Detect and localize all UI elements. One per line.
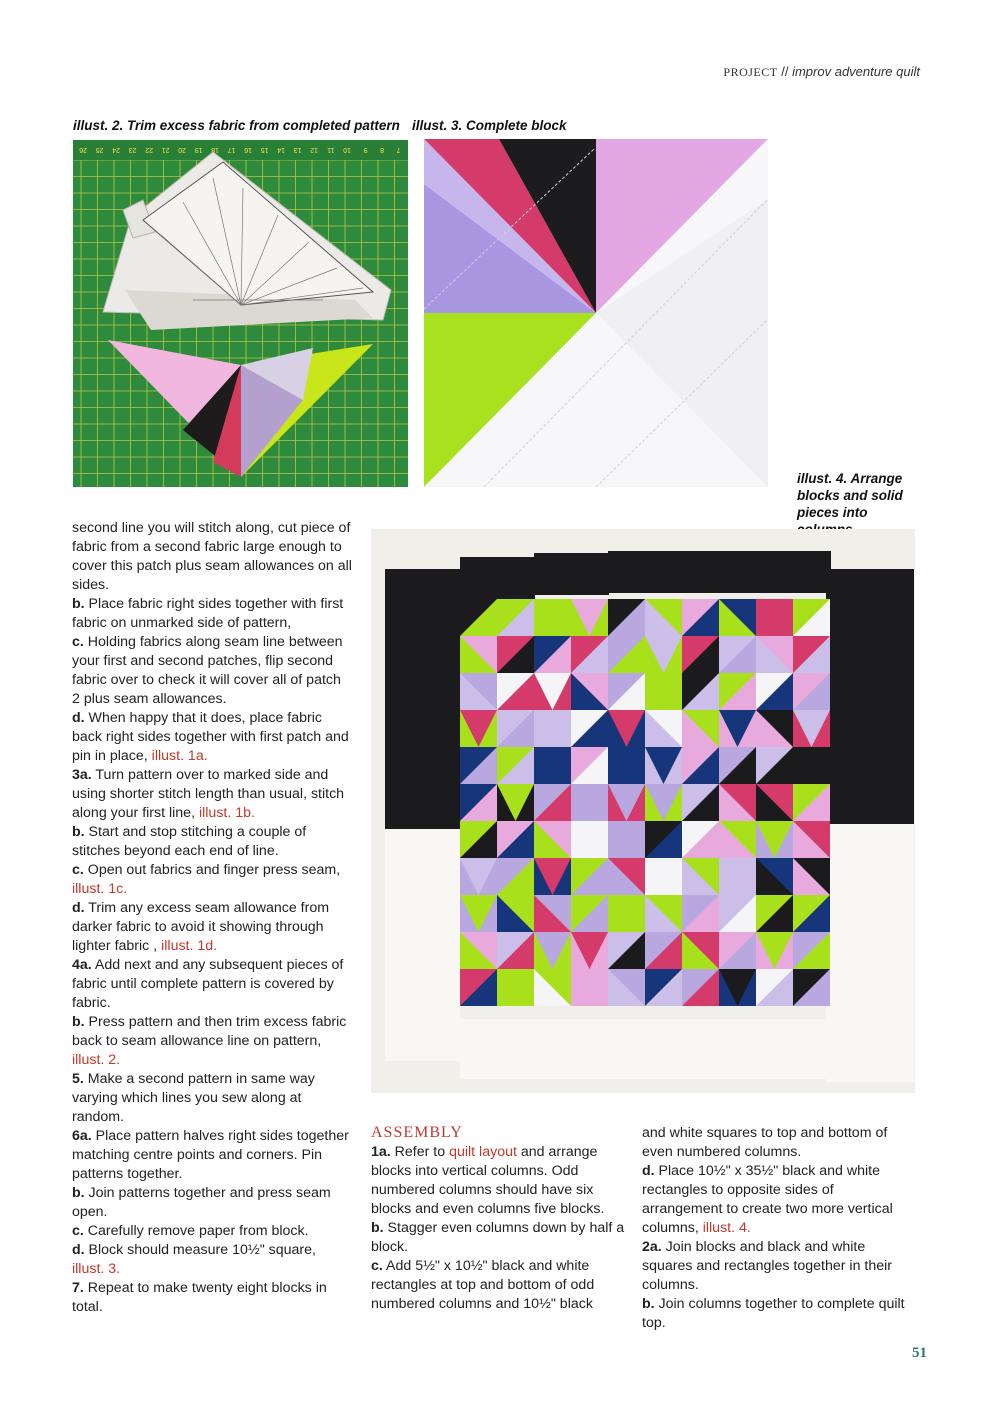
step-text: and white squares to top and bottom of even numbered columns. bbox=[642, 1125, 888, 1160]
quilt-block-square bbox=[682, 673, 719, 710]
quilt-block-square bbox=[534, 969, 571, 1006]
quilt-block-square bbox=[534, 932, 571, 969]
quilt-block-square bbox=[645, 636, 682, 673]
quilt-block-square bbox=[571, 673, 608, 710]
quilt-block-square bbox=[497, 599, 534, 636]
quilt-block-square bbox=[793, 710, 830, 747]
quilt-block-square bbox=[645, 895, 682, 932]
quilt-block-square bbox=[756, 673, 793, 710]
quilt-block-square bbox=[460, 969, 497, 1006]
step-text: second line you will stitch along, cut piece of fabric from a second fabric large enough to cover this patch plus seam allowances on all sides. bbox=[72, 520, 352, 593]
caption-illust-3: illust. 3. Complete block bbox=[412, 118, 567, 133]
quilt-block-square bbox=[497, 858, 534, 895]
instruction-step bbox=[371, 1143, 629, 1219]
caption-illust-4: illust. 4. Arrange blocks and solid pieces into bbox=[797, 471, 903, 520]
column-3-text bbox=[642, 1124, 917, 1333]
quilt-block-square bbox=[608, 673, 645, 710]
instruction-step bbox=[72, 1184, 352, 1222]
complete-block-image bbox=[424, 139, 768, 487]
quilt-block-square bbox=[460, 821, 497, 858]
ruler-number: 12 bbox=[310, 146, 318, 153]
ruler-number: 10 bbox=[343, 146, 351, 153]
step-number: d. bbox=[642, 1163, 655, 1179]
quilt-block-square bbox=[682, 821, 719, 858]
quilt-block-square bbox=[608, 784, 645, 821]
ruler-number: 14 bbox=[277, 146, 285, 153]
quilt-block-square bbox=[534, 636, 571, 673]
quilt-block-square bbox=[571, 636, 608, 673]
quilt-block-square bbox=[719, 710, 756, 747]
instruction-step bbox=[72, 861, 352, 899]
step-text: Place fabric right sides together with first fabric on unmarked side of pattern, bbox=[72, 596, 344, 631]
quilt-block-square bbox=[645, 747, 682, 784]
column-white-end bbox=[756, 1019, 831, 1079]
step-number: 6a. bbox=[72, 1128, 92, 1144]
step-text: Join columns together to complete quilt top. bbox=[642, 1296, 905, 1331]
quilt-block-square bbox=[571, 969, 608, 1006]
quilt-block-square bbox=[756, 858, 793, 895]
running-header bbox=[723, 64, 920, 80]
quilt-block-square bbox=[608, 710, 645, 747]
step-number: c. bbox=[72, 862, 84, 878]
quilt-block-square bbox=[571, 932, 608, 969]
step-number: c. bbox=[371, 1258, 383, 1274]
quilt-block-square bbox=[534, 821, 571, 858]
quilt-block-square bbox=[497, 969, 534, 1006]
step-text: Block should measure 10½" square, bbox=[84, 1242, 316, 1258]
quilt-block-square bbox=[719, 636, 756, 673]
quilt-block-square bbox=[682, 747, 719, 784]
quilt-block-square bbox=[460, 858, 497, 895]
quilt-block-square bbox=[793, 858, 830, 895]
quilt-block-square bbox=[682, 932, 719, 969]
quilt-block-square bbox=[719, 895, 756, 932]
quilt-block-square bbox=[534, 710, 571, 747]
quilt-block-square bbox=[497, 747, 534, 784]
step-text: Join blocks and black and white squares and rectangles together in their columns. bbox=[642, 1239, 893, 1293]
quilt-block-square bbox=[571, 599, 608, 636]
quilt-block-square bbox=[719, 821, 756, 858]
step-number: b. bbox=[371, 1220, 384, 1236]
quilt-block-square bbox=[571, 747, 608, 784]
column-black-end bbox=[756, 551, 831, 593]
quilt-block-square bbox=[719, 599, 756, 636]
instruction-step bbox=[72, 766, 352, 823]
column-black-end bbox=[682, 551, 757, 593]
side-white-strip bbox=[385, 829, 460, 1061]
step-text: Make a second pattern in same way varying which lines you sew along at random. bbox=[72, 1071, 315, 1125]
step-text-continued: and arrange blocks into vertical columns. Odd numbered columns should have six blocks and even columns five blocks. bbox=[371, 1144, 605, 1217]
ruler-number: 13 bbox=[293, 146, 302, 153]
illustration-reference[interactable]: illust. 1a. bbox=[151, 748, 208, 764]
quilt-block-square bbox=[682, 784, 719, 821]
quilt-block-square bbox=[756, 784, 793, 821]
step-number: 2a. bbox=[642, 1239, 662, 1255]
step-text: Trim any excess seam allowance from darker fabric to avoid it showing through lighter fabric , bbox=[72, 900, 330, 954]
illustration-reference[interactable]: illust. 1c. bbox=[72, 881, 128, 897]
instruction-step bbox=[72, 709, 352, 766]
instruction-step bbox=[72, 1013, 352, 1070]
quilt-block-square bbox=[793, 784, 830, 821]
step-text: When happy that it does, place fabric back right sides together with first patch and pin in place, bbox=[72, 710, 349, 764]
step-text: Add next and any subsequent pieces of fabric until complete pattern is covered by fabric. bbox=[72, 957, 344, 1011]
step-number: 1a. bbox=[371, 1144, 391, 1160]
column-white-end bbox=[608, 1019, 683, 1079]
quilt-block-square bbox=[719, 784, 756, 821]
quilt-block-square bbox=[608, 969, 645, 1006]
instruction-step bbox=[72, 1070, 352, 1127]
quilt-block-square bbox=[645, 673, 682, 710]
quilt-block-square bbox=[719, 673, 756, 710]
illustration-reference[interactable]: illust. 1d. bbox=[161, 938, 218, 954]
quilt-block-square bbox=[608, 858, 645, 895]
quilt-block-square bbox=[608, 747, 645, 784]
instruction-step bbox=[72, 519, 352, 595]
quilt-block-square bbox=[497, 784, 534, 821]
quilt-block-square bbox=[608, 895, 645, 932]
ruler-number: 9 bbox=[363, 146, 368, 153]
quilt-block-square bbox=[571, 784, 608, 821]
instruction-step bbox=[642, 1124, 917, 1162]
side-black-strip bbox=[385, 569, 460, 829]
quilt-block-square bbox=[756, 599, 793, 636]
quilt-block-square bbox=[460, 599, 497, 636]
quilt-block-square bbox=[645, 932, 682, 969]
step-text: Place pattern halves right sides together matching centre points and corners. Pin patterns together. bbox=[72, 1128, 349, 1182]
instruction-step bbox=[72, 1127, 352, 1184]
quilt-block-square bbox=[571, 858, 608, 895]
quilt-block-square bbox=[793, 932, 830, 969]
header-subtitle: improv adventure quilt bbox=[792, 64, 920, 79]
step-number: 3a. bbox=[72, 767, 92, 783]
quilt-block-square bbox=[608, 821, 645, 858]
step-text: Refer to bbox=[390, 1144, 450, 1160]
quilt-block-square bbox=[645, 858, 682, 895]
column-1-text bbox=[72, 519, 352, 1317]
ruler-number: 26 bbox=[79, 146, 87, 153]
step-text: Turn pattern over to marked side and using shorter stitch length than usual, stitch along your first line, bbox=[72, 767, 345, 821]
cutting-mat-image bbox=[73, 140, 408, 487]
step-number: b. bbox=[72, 1185, 85, 1201]
instruction-step bbox=[72, 633, 352, 709]
caption-illust-2: illust. 2. Trim excess fabric from completed pattern bbox=[73, 118, 400, 133]
ruler-number: 17 bbox=[227, 146, 236, 153]
step-number: b. bbox=[72, 596, 85, 612]
ruler-number: 8 bbox=[380, 146, 384, 153]
illustration-reference[interactable]: illust. 2. bbox=[72, 1052, 121, 1068]
quilt-block-square bbox=[756, 969, 793, 1006]
quilt-block-square bbox=[534, 895, 571, 932]
illustration-reference[interactable]: illust. 1b. bbox=[198, 805, 255, 821]
instruction-step bbox=[642, 1295, 917, 1333]
step-number: b. bbox=[72, 1014, 85, 1030]
step-text: Stagger even columns down by half a block. bbox=[371, 1220, 625, 1255]
quilt-block-square bbox=[793, 821, 830, 858]
instruction-step bbox=[72, 1241, 352, 1279]
step-text: Place 10½" x 35½" black and white rectangles to opposite sides of arrangement to create two more vertical columns, bbox=[642, 1163, 893, 1236]
ruler-number: 25 bbox=[95, 146, 104, 153]
quilt-block-square bbox=[756, 895, 793, 932]
step-text: Add 5½" x 10½" black and white rectangles at top and bottom of odd numbered columns and 10½" black bbox=[371, 1258, 595, 1312]
quilt-block-square bbox=[682, 599, 719, 636]
quilt-block-square bbox=[645, 599, 682, 636]
ruler-number: 15 bbox=[260, 146, 269, 153]
quilt-block-square bbox=[571, 821, 608, 858]
ruler-number: 7 bbox=[396, 146, 401, 153]
quilt-block-square bbox=[645, 784, 682, 821]
step-number: d. bbox=[72, 710, 85, 726]
quilt-block-square bbox=[460, 784, 497, 821]
column-2-text bbox=[371, 1143, 629, 1314]
quilt-block-square bbox=[793, 599, 830, 636]
quilt-block-square bbox=[682, 636, 719, 673]
step-text: Carefully remove paper from block. bbox=[83, 1223, 309, 1239]
quilt-block-square bbox=[497, 636, 534, 673]
quilt-block-square bbox=[497, 673, 534, 710]
quilt-block-square bbox=[534, 599, 571, 636]
quilt-block-square bbox=[793, 895, 830, 932]
quilt-block-square bbox=[682, 969, 719, 1006]
quilt-block-square bbox=[571, 710, 608, 747]
step-text: Holding fabrics along seam line between your first and second patches, flip second fabric over to check it will cover all of patch 2 plus seam allowances. bbox=[72, 634, 343, 707]
ruler-number: 22 bbox=[145, 146, 153, 153]
step-text: Join patterns together and press seam open. bbox=[72, 1185, 331, 1220]
quilt-block-square bbox=[682, 895, 719, 932]
assembly-heading: ASSEMBLY bbox=[371, 1124, 463, 1141]
quilt-block-square bbox=[460, 673, 497, 710]
quilt-block-square bbox=[497, 821, 534, 858]
quilt-block-square bbox=[534, 858, 571, 895]
instruction-step bbox=[371, 1219, 629, 1257]
illustration-reference[interactable]: illust. 4. bbox=[702, 1220, 751, 1236]
quilt-block-square bbox=[534, 747, 571, 784]
quilt-block-square bbox=[497, 895, 534, 932]
step-text: Press pattern and then trim excess fabric back to seam allowance line on pattern, bbox=[72, 1014, 347, 1049]
quilt-block-square bbox=[756, 710, 793, 747]
quilt-block-square bbox=[793, 636, 830, 673]
step-number: d. bbox=[72, 1242, 85, 1258]
instruction-step bbox=[642, 1162, 917, 1238]
ruler-number: 23 bbox=[128, 146, 137, 153]
page-number: 51 bbox=[912, 1345, 927, 1361]
ruler-number: 20 bbox=[178, 146, 186, 153]
ruler-number: 11 bbox=[327, 146, 335, 153]
instruction-step bbox=[72, 956, 352, 1013]
quilt-block-square bbox=[460, 932, 497, 969]
ruler-number: 16 bbox=[244, 146, 252, 153]
quilt-block-square bbox=[793, 673, 830, 710]
ruler-number: 18 bbox=[211, 146, 219, 153]
quilt-block-square bbox=[682, 858, 719, 895]
column-white-end bbox=[460, 1019, 535, 1079]
column-black-end bbox=[460, 557, 535, 599]
quilt-block-square bbox=[608, 599, 645, 636]
quilt-layout-image bbox=[371, 529, 915, 1093]
ruler-number: 19 bbox=[194, 146, 203, 153]
quilt-block-square bbox=[534, 673, 571, 710]
quilt-block-square bbox=[460, 636, 497, 673]
quilt-block-square bbox=[460, 895, 497, 932]
header-separator: // bbox=[781, 64, 789, 79]
step-number: b. bbox=[72, 824, 85, 840]
quilt-block-square bbox=[497, 932, 534, 969]
step-number: d. bbox=[72, 900, 85, 916]
instruction-step bbox=[72, 595, 352, 633]
quilt-block-square bbox=[497, 710, 534, 747]
quilt-block-square bbox=[608, 932, 645, 969]
step-number: b. bbox=[642, 1296, 655, 1312]
quilt-block-square bbox=[793, 969, 830, 1006]
illust-3-photo bbox=[424, 139, 768, 487]
instruction-step bbox=[72, 899, 352, 956]
step-text: Repeat to make twenty eight blocks in total. bbox=[72, 1280, 327, 1315]
instruction-step bbox=[72, 1279, 352, 1317]
step-number: 5. bbox=[72, 1071, 84, 1087]
quilt-block-square bbox=[793, 747, 830, 784]
instruction-step bbox=[72, 823, 352, 861]
instruction-step bbox=[72, 1222, 352, 1241]
quilt-block-square bbox=[645, 710, 682, 747]
quilt-block-square bbox=[571, 895, 608, 932]
column-white-end bbox=[534, 1019, 609, 1079]
quilt-block-square bbox=[645, 969, 682, 1006]
ruler-number: 21 bbox=[161, 146, 170, 153]
side-white-strip bbox=[826, 824, 914, 1082]
ruler-number: 24 bbox=[112, 146, 120, 153]
side-black-strip bbox=[826, 569, 914, 824]
quilt-block-square bbox=[682, 710, 719, 747]
quilt-block-square bbox=[608, 636, 645, 673]
step-number: c. bbox=[72, 1223, 84, 1239]
header-project: PROJECT bbox=[723, 65, 778, 79]
column-black-end bbox=[534, 553, 609, 595]
step-number: c. bbox=[72, 634, 84, 650]
illust-2-photo bbox=[73, 140, 408, 487]
step-number: 7. bbox=[72, 1280, 84, 1296]
quilt-block-square bbox=[460, 747, 497, 784]
quilt-block-square bbox=[756, 747, 793, 784]
column-black-end bbox=[608, 551, 683, 593]
quilt-block-square bbox=[719, 932, 756, 969]
illust-4-photo bbox=[371, 529, 915, 1093]
illustration-reference[interactable]: illust. 3. bbox=[72, 1261, 121, 1277]
quilt-block-square bbox=[645, 821, 682, 858]
step-number: 4a. bbox=[72, 957, 92, 973]
illustration-reference[interactable]: quilt layout bbox=[449, 1144, 517, 1160]
step-text: Start and stop stitching a couple of stitches beyond each end of line. bbox=[72, 824, 307, 859]
quilt-block-square bbox=[719, 858, 756, 895]
instruction-step bbox=[371, 1257, 629, 1314]
quilt-block-square bbox=[719, 747, 756, 784]
quilt-block-square bbox=[534, 784, 571, 821]
quilt-block-square bbox=[719, 969, 756, 1006]
quilt-block-square bbox=[756, 636, 793, 673]
step-text: Open out fabrics and finger press seam, bbox=[83, 862, 341, 878]
column-white-end bbox=[682, 1019, 757, 1079]
instruction-step bbox=[642, 1238, 917, 1295]
quilt-block-square bbox=[460, 710, 497, 747]
quilt-block-square bbox=[756, 932, 793, 969]
quilt-block-square bbox=[756, 821, 793, 858]
